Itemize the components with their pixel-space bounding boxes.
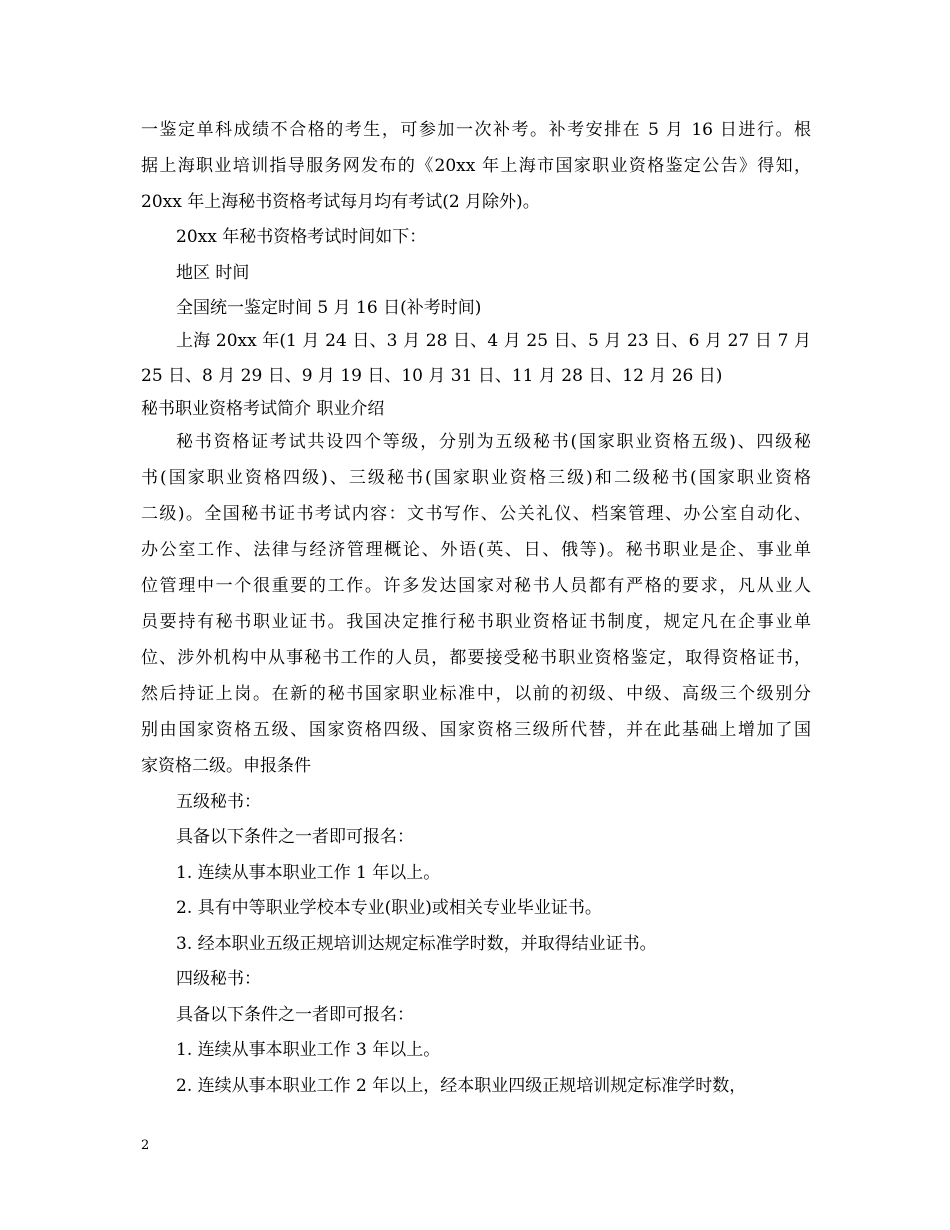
text-line: 20xx 年秘书资格考试时间如下：	[176, 227, 427, 247]
section-heading: 秘书职业资格考试简介 职业介绍	[141, 399, 385, 419]
page-number: 2	[141, 1138, 150, 1153]
text-line: 上海 20xx 年(1 月 24 日、3 月 28 日、4 月 25 日、5 月 23 日、6 月 27 日 7 月	[176, 331, 811, 351]
text-line: 25 日、8 月 29 日、9 月 19 日、10 月 31 日、11 月 28 日、12 月 26 日)	[141, 366, 723, 386]
text-line: 位管理中一个很重要的工作。许多发达国家对秘书人员都有严格的要求，凡从业人	[141, 576, 811, 596]
text-line: 全国统一鉴定时间 5 月 16 日(补考时间)	[176, 298, 482, 318]
list-item: 1. 连续从事本职业工作 3 年以上。	[176, 1040, 441, 1060]
text-line: 秘书资格证考试共设四个等级，分别为五级秘书(国家职业资格五级)、四级秘	[176, 432, 811, 452]
text-line: 四级秘书：	[176, 969, 261, 989]
list-item: 3. 经本职业五级正规培训达规定标准学时数，并取得结业证书。	[176, 934, 657, 954]
text-line: 位、涉外机构中从事秘书工作的人员，都要接受秘书职业资格鉴定，取得资格证书，	[141, 648, 811, 668]
text-line: 具备以下条件之一者即可报名：	[176, 827, 414, 847]
text-line: 二级)。全国秘书证书考试内容：文书写作、公关礼仪、档案管理、办公室自动化、	[141, 504, 811, 524]
text-line: 据上海职业培训指导服务网发布的《20xx 年上海市国家职业资格鉴定公告》得知，	[141, 156, 811, 176]
text-line: 书(国家职业资格四级)、三级秘书(国家职业资格三级)和二级秘书(国家职业资格	[141, 468, 811, 488]
text-line: 别由国家资格五级、国家资格四级、国家资格三级所代替，并在此基础上增加了国	[141, 720, 811, 740]
text-line: 具备以下条件之一者即可报名：	[176, 1005, 414, 1025]
text-line: 20xx 年上海秘书资格考试每月均有考试(2 月除外)。	[141, 192, 540, 212]
text-line: 办公室工作、法律与经济管理概论、外语(英、日、俄等)。秘书职业是企、事业单	[141, 540, 811, 560]
list-item: 2. 连续从事本职业工作 2 年以上，经本职业四级正规培训规定标准学时数，	[176, 1076, 747, 1096]
text-line: 一鉴定单科成绩不合格的考生，可参加一次补考。补考安排在 5 月 16 日进行。根	[141, 120, 811, 140]
text-line: 员要持有秘书职业证书。我国决定推行秘书职业资格证书制度，规定凡在企事业单	[141, 612, 811, 632]
list-item: 1. 连续从事本职业工作 1 年以上。	[176, 863, 441, 883]
text-line: 地区 时间	[176, 263, 250, 283]
text-line: 五级秘书：	[176, 792, 261, 812]
text-line: 然后持证上岗。在新的秘书国家职业标准中，以前的初级、中级、高级三个级别分	[141, 684, 811, 704]
list-item: 2. 具有中等职业学校本专业(职业)或相关专业毕业证书。	[176, 898, 602, 918]
text-line: 家资格二级。申报条件	[141, 756, 311, 776]
